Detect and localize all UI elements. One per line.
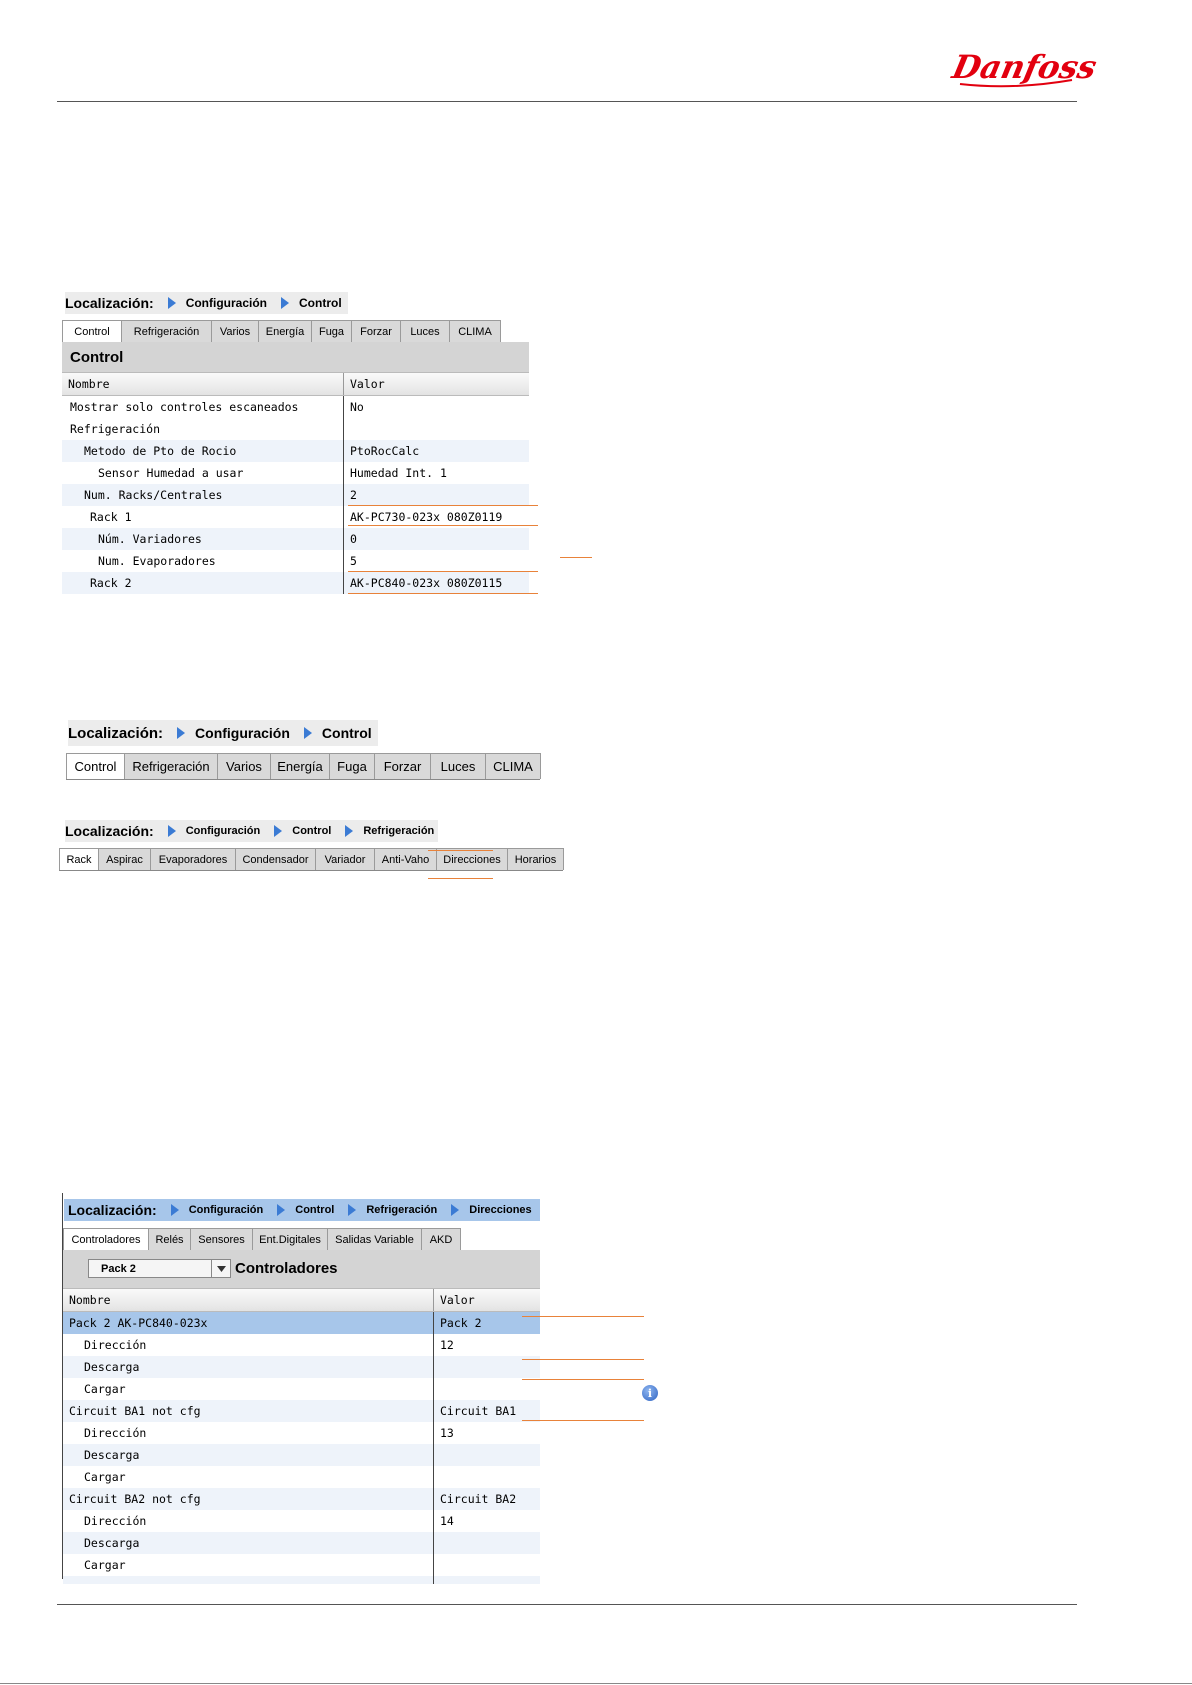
table-row[interactable]	[63, 1466, 540, 1488]
row-value[interactable]: PtoRocCalc	[350, 444, 420, 458]
row-name: Núm. Variadores	[62, 528, 344, 550]
table-row[interactable]	[62, 440, 529, 462]
table-row[interactable]	[63, 1356, 540, 1378]
tab-bar	[63, 1228, 460, 1251]
tab-rack[interactable]: Rack	[59, 848, 99, 870]
breadcrumb-arrow-icon	[348, 1204, 356, 1216]
rack-select-value: Pack 2	[101, 1262, 136, 1275]
tab-fuga[interactable]: Fuga	[311, 320, 352, 342]
callout-line	[428, 878, 493, 879]
row-name: Rack 2	[62, 572, 344, 594]
tab-luces[interactable]: Luces	[430, 753, 486, 779]
table-row-partial	[63, 1576, 540, 1584]
info-icon[interactable]: i	[642, 1385, 658, 1401]
breadcrumb	[65, 820, 438, 842]
breadcrumb-arrow-icon	[168, 297, 176, 309]
table-row[interactable]	[63, 1312, 540, 1334]
breadcrumb-item[interactable]: Configuración	[154, 825, 261, 837]
table-row[interactable]	[63, 1510, 540, 1532]
tab-horarios[interactable]: Horarios	[507, 848, 564, 870]
breadcrumb-item[interactable]: Control	[290, 725, 372, 741]
callout-line	[348, 525, 538, 526]
table-row[interactable]	[62, 572, 529, 594]
tab-luces[interactable]: Luces	[400, 320, 450, 342]
breadcrumb-item[interactable]: Direcciones	[437, 1204, 531, 1216]
controllers-table	[63, 1312, 540, 1584]
row-value[interactable]: 5	[350, 554, 357, 568]
tab-energia[interactable]: Energía	[258, 320, 312, 342]
column-header-nombre: Nombre	[63, 1289, 434, 1311]
row-value[interactable]: 13	[440, 1426, 454, 1440]
tab-control[interactable]: Control	[62, 320, 122, 342]
rack-select[interactable]	[88, 1259, 231, 1278]
column-header-valor: Valor	[350, 377, 385, 391]
breadcrumb-arrow-icon	[451, 1204, 459, 1216]
row-name: Dirección	[63, 1334, 434, 1356]
tab-sensores[interactable]: Sensores	[190, 1228, 253, 1250]
breadcrumb-arrow-icon	[281, 297, 289, 309]
callout-line	[522, 1379, 644, 1380]
breadcrumb-item[interactable]: Configuración	[163, 725, 290, 741]
table-row[interactable]	[63, 1488, 540, 1510]
tab-aspirac[interactable]: Aspirac	[98, 848, 151, 870]
tab-reles[interactable]: Relés	[148, 1228, 191, 1250]
row-name: Dirección	[63, 1422, 434, 1444]
row-value[interactable]: Humedad Int. 1	[350, 466, 447, 480]
row-value[interactable]: Pack 2	[440, 1316, 482, 1330]
breadcrumb-arrow-icon	[274, 825, 282, 837]
tab-clima[interactable]: CLIMA	[485, 753, 541, 779]
breadcrumb-label: Localización:	[65, 295, 154, 311]
panel-title: Control	[62, 342, 529, 372]
tab-salidas-variable[interactable]: Salidas Variable	[327, 1228, 422, 1250]
row-name: Descarga	[63, 1356, 434, 1378]
breadcrumb-item[interactable]: Configuración	[157, 1204, 264, 1216]
breadcrumb-arrow-icon	[277, 1204, 285, 1216]
breadcrumb	[68, 720, 378, 746]
callout-line	[348, 505, 538, 506]
callout-line	[522, 1420, 644, 1421]
row-value[interactable]: Circuit BA1	[440, 1404, 517, 1418]
tab-evaporadores[interactable]: Evaporadores	[150, 848, 236, 870]
tab-forzar[interactable]: Forzar	[351, 320, 401, 342]
row-value[interactable]: 12	[440, 1338, 454, 1352]
panel-title: Controladores	[235, 1260, 338, 1277]
breadcrumb-label: Localización:	[65, 823, 154, 839]
table-header	[63, 1288, 540, 1312]
row-name: Cargar	[63, 1378, 434, 1400]
table-row[interactable]	[63, 1554, 540, 1576]
table-row[interactable]	[63, 1400, 540, 1422]
breadcrumb-arrow-icon	[171, 1204, 179, 1216]
tab-energia[interactable]: Energía	[270, 753, 330, 779]
row-name: Refrigeración	[62, 418, 344, 440]
tab-anti-vaho[interactable]: Anti-Vaho	[374, 848, 437, 870]
table-row[interactable]	[62, 396, 529, 418]
header-rule	[57, 101, 1077, 102]
table-row[interactable]	[62, 462, 529, 484]
table-row[interactable]	[63, 1334, 540, 1356]
callout-line	[348, 571, 538, 572]
breadcrumb-item[interactable]: Control	[267, 296, 342, 310]
row-name: Pack 2 AK-PC840-023x	[63, 1312, 434, 1334]
breadcrumb-arrow-icon	[168, 825, 176, 837]
settings-table	[62, 396, 529, 594]
tab-bar	[62, 320, 500, 343]
tab-control[interactable]: Control	[66, 753, 125, 779]
tab-forzar[interactable]: Forzar	[374, 753, 431, 779]
callout-line	[348, 593, 538, 594]
tab-variador[interactable]: Variador	[315, 848, 375, 870]
tab-fuga[interactable]: Fuga	[329, 753, 375, 779]
row-value[interactable]: 2	[350, 488, 357, 502]
row-name: Sensor Humedad a usar	[62, 462, 344, 484]
table-row[interactable]	[62, 528, 529, 550]
breadcrumb-label: Localización:	[68, 1202, 157, 1218]
row-value[interactable]: No	[350, 400, 364, 414]
row-name: Mostrar solo controles escaneados	[62, 396, 344, 418]
row-name: Cargar	[63, 1466, 434, 1488]
row-value[interactable]: AK-PC730-023x 080Z0119	[350, 510, 503, 524]
danfoss-logo	[949, 44, 1100, 90]
row-value[interactable]: AK-PC840-023x 080Z0115	[350, 576, 503, 590]
column-header-valor: Valor	[440, 1293, 475, 1307]
table-header	[62, 372, 529, 396]
row-name: Descarga	[63, 1532, 434, 1554]
table-row[interactable]	[63, 1444, 540, 1466]
breadcrumb-arrow-icon	[304, 727, 312, 739]
table-row[interactable]	[62, 484, 529, 506]
tab-direcciones[interactable]: Direcciones	[436, 848, 508, 870]
row-name: Num. Evaporadores	[62, 550, 344, 572]
page-bottom-rule	[0, 1683, 1192, 1684]
chevron-down-icon[interactable]	[211, 1260, 230, 1277]
row-name: Circuit BA1 not cfg	[63, 1400, 434, 1422]
breadcrumb-item[interactable]: Refrigeración	[334, 1204, 437, 1216]
row-name: Num. Racks/Centrales	[62, 484, 344, 506]
column-header-nombre: Nombre	[62, 373, 344, 395]
tab-refrigeracion[interactable]: Refrigeración	[121, 320, 212, 342]
tab-akd[interactable]: AKD	[421, 1228, 461, 1250]
callout-line	[522, 1316, 644, 1317]
tab-ent-digitales[interactable]: Ent.Digitales	[252, 1228, 328, 1250]
row-name: Rack 1	[62, 506, 344, 528]
row-name: Metodo de Pto de Rocio	[62, 440, 344, 462]
row-name: Descarga	[63, 1444, 434, 1466]
table-row[interactable]	[63, 1422, 540, 1444]
callout-line	[560, 557, 592, 558]
row-value[interactable]: 14	[440, 1514, 454, 1528]
control-panel	[62, 342, 529, 594]
breadcrumb-label: Localización:	[68, 724, 164, 742]
table-row[interactable]	[63, 1532, 540, 1554]
callout-line	[428, 850, 493, 851]
panel-header	[63, 1250, 540, 1288]
callout-line	[522, 1359, 644, 1360]
controllers-panel	[63, 1250, 540, 1584]
tab-controladores[interactable]: Controladores	[63, 1228, 149, 1250]
breadcrumb	[64, 1199, 540, 1221]
breadcrumb-arrow-icon	[345, 825, 353, 837]
row-name: Circuit BA2 not cfg	[63, 1488, 434, 1510]
table-row[interactable]	[63, 1378, 540, 1400]
row-value[interactable]: 0	[350, 532, 357, 546]
tab-bar	[59, 848, 563, 871]
row-name: Dirección	[63, 1510, 434, 1532]
tab-varios[interactable]: Varios	[217, 753, 271, 779]
tab-condensador[interactable]: Condensador	[235, 848, 316, 870]
tab-refrigeracion[interactable]: Refrigeración	[124, 753, 218, 779]
footer-rule	[57, 1604, 1077, 1605]
breadcrumb-item[interactable]: Refrigeración	[331, 825, 434, 837]
table-row[interactable]	[62, 418, 529, 440]
breadcrumb-item[interactable]: Control	[263, 1204, 334, 1216]
table-row[interactable]	[62, 550, 529, 572]
breadcrumb-arrow-icon	[177, 727, 185, 739]
breadcrumb-item[interactable]: Configuración	[154, 296, 267, 310]
row-value[interactable]: Circuit BA2	[440, 1492, 517, 1506]
tab-clima[interactable]: CLIMA	[449, 320, 501, 342]
row-name: Cargar	[63, 1554, 434, 1576]
breadcrumb-item[interactable]: Control	[260, 825, 331, 837]
tab-varios[interactable]: Varios	[211, 320, 259, 342]
tab-bar	[66, 753, 540, 780]
logo-wordmark: Danfoss	[949, 48, 1100, 86]
breadcrumb	[65, 292, 348, 314]
